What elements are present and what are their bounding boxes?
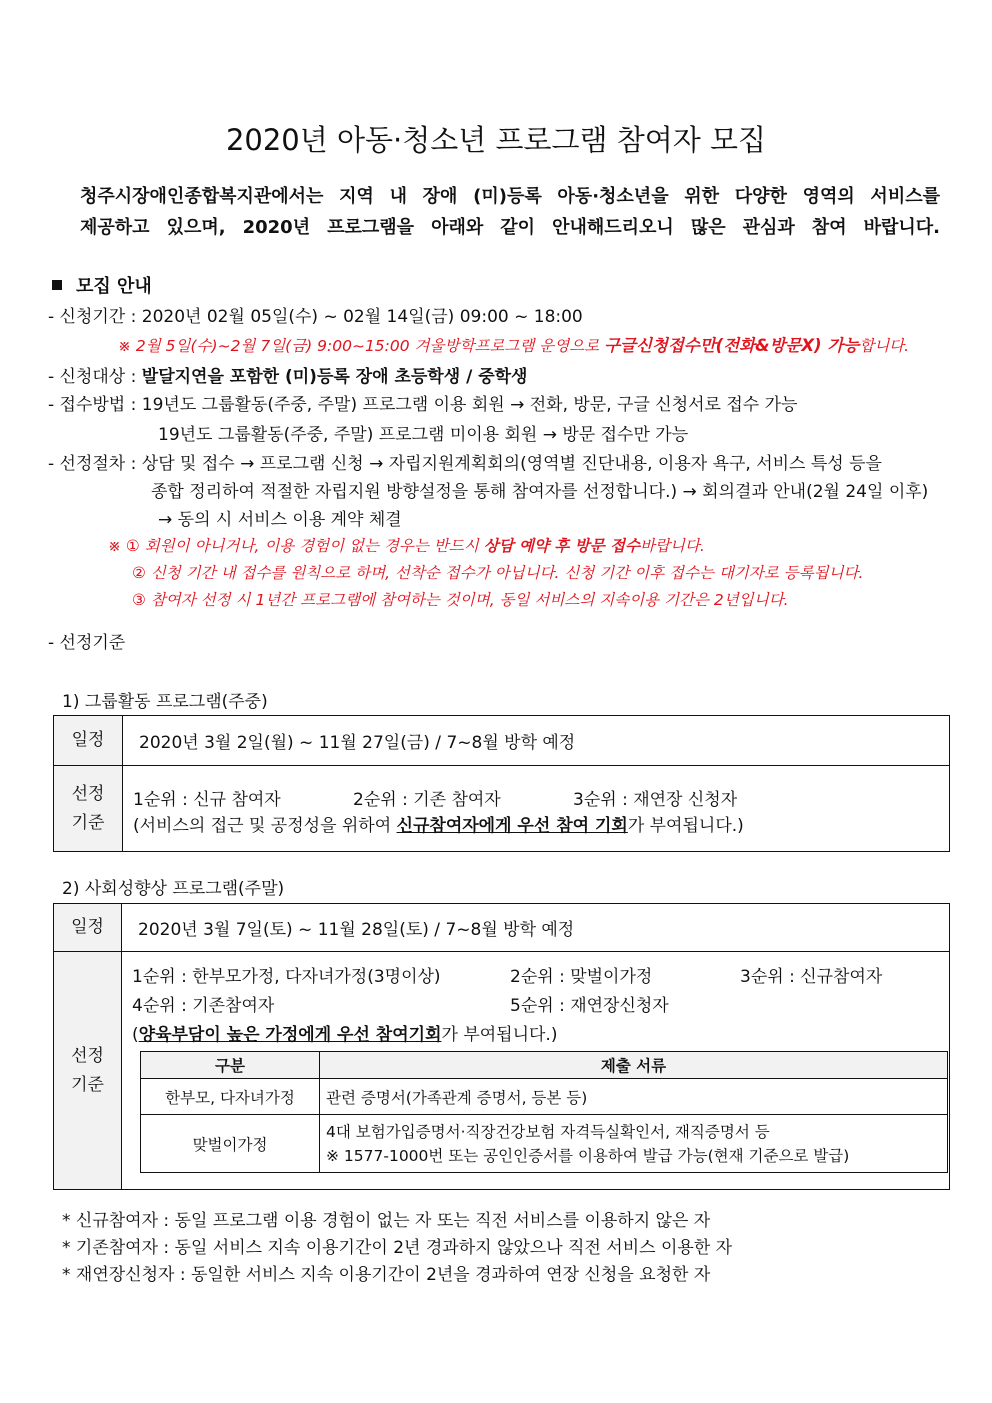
- program2-rank-4: 4순위 : 기존참여자: [132, 996, 275, 1016]
- program2-rank-1: 1순위 : 한부모가정, 다자녀가정(3명이상): [132, 967, 441, 987]
- program1-table: [53, 715, 950, 852]
- period-note: ※ 2월 5일(수)~2월 7일(금) 9:00~15:00 겨울방학프로그램 운영으로 구글신청접수만(전화&방문X) 가능합니다.: [118, 336, 910, 355]
- square-bullet-icon: [52, 280, 62, 290]
- program1-schedule-value: 2020년 3월 2일(월) ~ 11월 27일(금) / 7~8월 방학 예정: [123, 716, 950, 766]
- documents-value: 4대 보험가입증명서·직장건강보험 자격득실확인서, 재직증명서 등 ※ 1577-1000번 또는 공인인증서를 이용하여 발급 가능(현재 기준으로 발급): [320, 1115, 948, 1173]
- documents-row: [141, 1079, 948, 1115]
- documents-header-docs: 제출 서류: [320, 1052, 948, 1079]
- documents-header-category: 구분: [141, 1052, 320, 1079]
- target-row: [48, 362, 527, 387]
- procedure-note-3: ③ 참여자 선정 시 1년간 프로그램에 참여하는 것이며, 동일 서비스의 지속이용 기간은 2년입니다.: [132, 591, 789, 609]
- procedure-line-1: 상담 및 접수 → 프로그램 신청 → 자립지원계획회의(영역별 진단내용, 이용자 욕구, 서비스 특성 등을: [141, 454, 882, 474]
- period-value: 2020년 02월 05일(수) ~ 02월 14일(금) 09:00 ~ 18:00: [141, 307, 583, 327]
- intro-line-1: 청주시장애인종합복지관에서는 지역 내 장애 (미)등록 아동·청소년을 위한 다양한 영역의 서비스를: [80, 186, 940, 207]
- intro-line-2: 제공하고 있으며, 2020년 프로그램을 아래와 같이 안내해드리오니 많은 관심과 참여 바랍니다.: [80, 217, 940, 238]
- period-row: [48, 302, 583, 327]
- footnote-renewal-applicant: * 재연장신청자 : 동일한 서비스 지속 이용기간이 2년을 경과하여 연장 신청을 요청한 자: [62, 1265, 711, 1285]
- program1-rank-2: 2순위 : 기존 참여자: [353, 790, 501, 810]
- documents-table: [140, 1051, 948, 1173]
- procedure-line-2: 종합 정리하여 적절한 자립지원 방향설정을 통해 참여자를 선정합니다.) → 회의결과 안내(2월 24일 이후): [151, 482, 929, 502]
- method-line-2: 19년도 그룹활동(주중, 주말) 프로그램 미이용 회원 → 방문 접수만 가능: [158, 425, 689, 445]
- footnote-existing-participant: * 기존참여자 : 동일 서비스 지속 이용기간이 2년 경과하지 않았으나 직전 서비스 이용한 자: [62, 1238, 733, 1258]
- program2-schedule-row: [54, 904, 950, 952]
- program2-criteria-row: [54, 952, 950, 1190]
- criteria-label: - 선정기준: [48, 633, 126, 653]
- documents-category: 한부모, 다자녀가정: [141, 1079, 320, 1115]
- procedure-line-3: → 동의 시 서비스 이용 계약 체결: [158, 510, 402, 530]
- program2-note: (양육부담이 높은 가정에게 우선 참여기회가 부여됩니다.): [132, 1025, 558, 1045]
- program2-rank-5: 5순위 : 재연장신청자: [510, 996, 669, 1016]
- program2-heading: 2) 사회성향상 프로그램(주말): [62, 879, 285, 899]
- program2-rank-3: 3순위 : 신규참여자: [740, 967, 883, 987]
- period-label: - 신청기간 :: [48, 307, 137, 327]
- program1-criteria-label: 선정 기준: [54, 766, 123, 852]
- program1-heading: 1) 그룹활동 프로그램(주중): [62, 692, 268, 712]
- documents-header-row: [141, 1052, 948, 1079]
- method-row: [48, 390, 797, 415]
- program2-schedule-value: 2020년 3월 7일(토) ~ 11월 28일(토) / 7~8월 방학 예정: [122, 904, 950, 952]
- target-value: 발달지연을 포함한 (미)등록 장애 초등학생 / 중학생: [141, 367, 528, 387]
- target-label: - 신청대상 :: [48, 367, 137, 387]
- program1-schedule-row: [54, 716, 950, 766]
- procedure-label: - 선정절차 :: [48, 454, 137, 474]
- documents-category: 맞벌이가정: [141, 1115, 320, 1173]
- program1-criteria-value: [123, 766, 950, 852]
- program2-criteria-value: [122, 952, 950, 1190]
- procedure-row: [48, 449, 882, 474]
- procedure-note-1: ※ ① 회원이 아니거나, 이용 경험이 없는 경우는 반드시 상담 예약 후 방문 접수바랍니다.: [108, 537, 705, 555]
- program1-note: (서비스의 접근 및 공정성을 위하여 신규참여자에게 우선 참여 기회가 부여됩니다.): [133, 816, 744, 836]
- procedure-note-2: ② 신청 기간 내 접수를 원칙으로 하며, 선착순 접수가 아닙니다. 신청 기간 이후 접수는 대기자로 등록됩니다.: [132, 564, 864, 582]
- footnote-new-participant: * 신규참여자 : 동일 프로그램 이용 경험이 없는 자 또는 직전 서비스를 이용하지 않은 자: [62, 1211, 711, 1231]
- program1-rank-1: 1순위 : 신규 참여자: [133, 790, 281, 810]
- method-line-1: 19년도 그룹활동(주중, 주말) 프로그램 이용 회원 → 전화, 방문, 구글 신청서로 접수 가능: [141, 395, 798, 415]
- program2-table: [53, 903, 950, 1190]
- program1-schedule-label: 일정: [54, 716, 123, 766]
- method-label: - 접수방법 :: [48, 395, 137, 415]
- program1-rank-3: 3순위 : 재연장 신청자: [573, 790, 738, 810]
- documents-row: [141, 1115, 948, 1173]
- program2-criteria-label: 선정 기준: [54, 952, 122, 1190]
- documents-value: 관련 증명서(가족관계 증명서, 등본 등): [320, 1079, 948, 1115]
- program2-schedule-label: 일정: [54, 904, 122, 952]
- program1-criteria-row: [54, 766, 950, 852]
- program2-rank-2: 2순위 : 맞벌이가정: [510, 967, 653, 987]
- section-heading: 모집 안내: [52, 272, 152, 298]
- page-title: 2020년 아동·청소년 프로그램 참여자 모집: [225, 123, 767, 157]
